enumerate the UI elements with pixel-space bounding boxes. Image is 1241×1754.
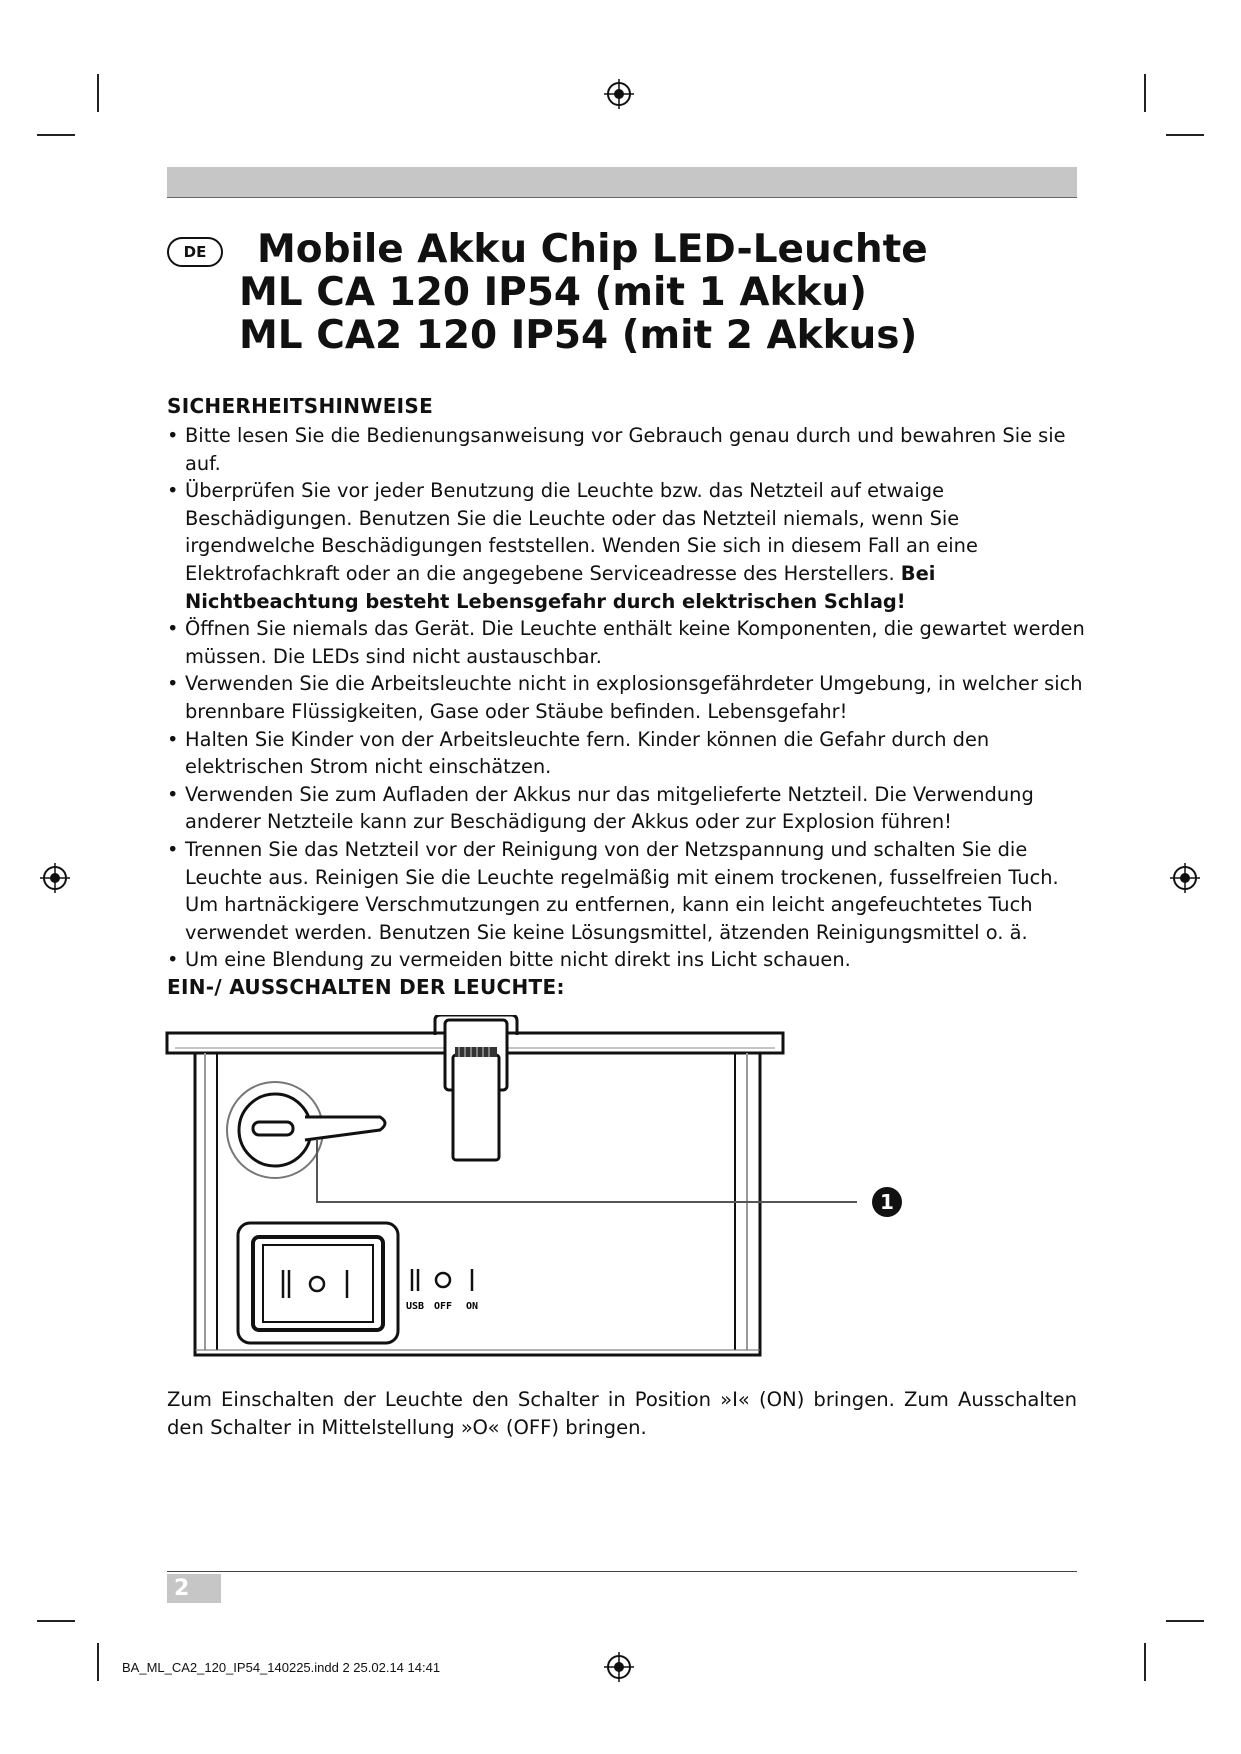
- list-item: • Überprüfen Sie vor jeder Benutzung die Leuchte bzw. das Netzteil auf etwaige Beschädigungen. Benutzen Sie die Leuchte oder das Netzteil niemals, wenn Sie irgendwelche Beschädigungen feststellen. Wenden Sie sich in diesem Fall an eine Elektrofachkraft oder an die angegebene Serviceadresse des Herstellers. Bei Nichtbeachtung besteht Lebensgefahr durch elektrischen Schlag!: [167, 477, 1087, 615]
- list-item: • Verwenden Sie zum Aufladen der Akkus nur das mitgelieferte Netzteil. Die Verwendung anderer Netzteile kann zur Beschädigung der Akkus oder zur Explosion führen!: [167, 781, 1087, 836]
- switch-label-on: ON: [465, 1301, 479, 1312]
- page-title-line-1: Mobile Akku Chip LED-Leuchte: [257, 227, 928, 272]
- list-item: • Öffnen Sie niemals das Gerät. Die Leuchte enthält keine Komponenten, die gewartet werden müssen. Die LEDs sind nicht austauschbar.: [167, 615, 1087, 670]
- registration-mark-icon: [604, 1652, 634, 1682]
- crop-mark: [1166, 134, 1204, 136]
- safety-list: [167, 422, 1087, 974]
- registration-mark-icon: [604, 79, 634, 109]
- list-item: • Um eine Blendung zu vermeiden bitte nicht direkt ins Licht schauen.: [167, 946, 1087, 974]
- language-badge: DE: [167, 237, 223, 267]
- list-item: • Bitte lesen Sie die Bedienungsanweisung vor Gebrauch genau durch und bewahren Sie sie auf.: [167, 422, 1087, 477]
- switch-heading: EIN-/ AUSSCHALTEN DER LEUCHTE:: [167, 975, 565, 999]
- page-number: 2: [174, 1576, 190, 1601]
- header-bar: [167, 167, 1077, 198]
- safety-heading: SICHERHEITSHINWEISE: [167, 394, 434, 418]
- crop-mark: [1144, 74, 1146, 112]
- switch-paragraph: Zum Einschalten der Leuchte den Schalter in Position »I« (ON) bringen. Zum Ausschalten den Schalter in Mittelstellung »O« (OFF) bringen.: [167, 1388, 1077, 1439]
- crop-mark: [37, 1620, 75, 1622]
- page-title-line-2: ML CA 120 IP54 (mit 1 Akku): [239, 270, 867, 315]
- callout-number: 1: [880, 1190, 894, 1214]
- rocker-switch: [238, 1223, 398, 1343]
- registration-mark-icon: [40, 863, 70, 893]
- page-title-line-3: ML CA2 120 IP54 (mit 2 Akkus): [239, 313, 918, 358]
- crop-mark: [1144, 1643, 1146, 1681]
- registration-mark-icon: [1170, 863, 1200, 893]
- crop-mark: [37, 134, 75, 136]
- crop-mark: [97, 1643, 99, 1681]
- crop-mark: [97, 74, 99, 112]
- list-item: • Verwenden Sie die Arbeitsleuchte nicht in explosionsgefährdeter Umgebung, in welcher sich brennbare Flüssigkeiten, Gase oder Stäube befinden. Lebensgefahr!: [167, 670, 1087, 725]
- device-diagram: [165, 1015, 915, 1380]
- crop-mark: [1166, 1620, 1204, 1622]
- list-item: • Halten Sie Kinder von der Arbeitsleuchte fern. Kinder können die Gefahr durch den elektrischen Strom nicht einschätzen.: [167, 726, 1087, 781]
- switch-label-off: OFF: [433, 1301, 453, 1312]
- footer-line: [167, 1571, 1077, 1572]
- usb-socket-icon: [227, 1082, 385, 1178]
- list-item: • Trennen Sie das Netzteil vor der Reinigung von der Netzspannung und schalten Sie die Leuchte aus. Reinigen Sie die Leuchte regelmäßig mit einem trockenen, fusselfreien Tuch. Um hartnäckigere Verschmutzungen zu entfernen, kann ein leicht angefeuchtetes Tuch verwendet werden. Benutzen Sie keine Lösungsmittel, ätzenden Reinigungsmittel o. ä.: [167, 836, 1087, 946]
- print-slug: BA_ML_CA2_120_IP54_140225.indd 2 25.02.14 14:41: [122, 1660, 441, 1675]
- switch-label-usb: USB: [405, 1301, 425, 1312]
